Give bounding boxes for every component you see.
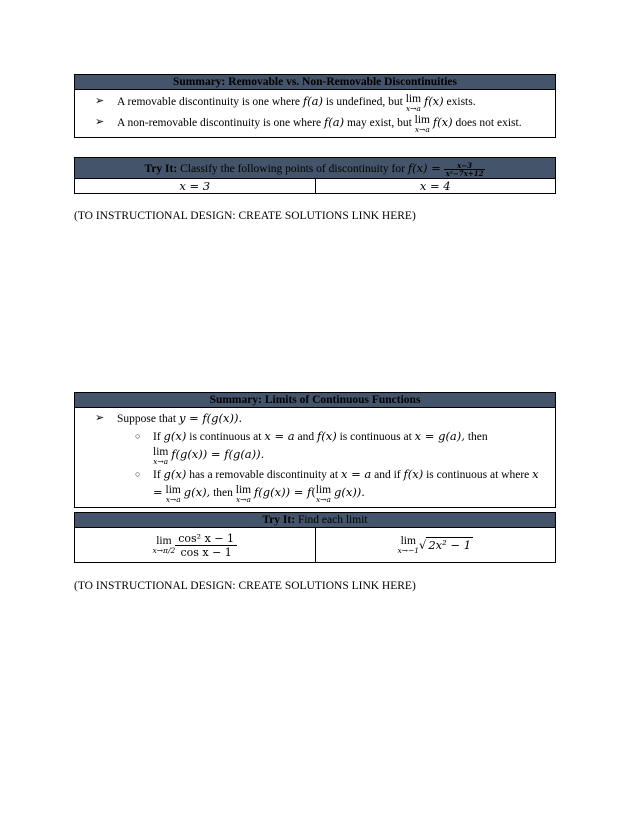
fraction: $\frac{x-3}{\text{x²−7x+12}}$ (445, 161, 484, 178)
bullet-non-removable: ➢ A non-removable discontinuity is one where f(a) may exist, but lim x→a f(x) does not exist. (95, 114, 522, 134)
limit-expression: lim x→π/2 (152, 534, 176, 555)
summary-removable-body (75, 90, 555, 137)
sub-bullet-continuous: ○ If g(x) is continuous at x = a and f(x) is continuous at x = g(a), then lim x→a f(g(x)) = f(g(a)). (135, 429, 488, 466)
solutions-note-1: (TO INSTRUCTIONAL DESIGN: CREATE SOLUTIONS LINK HERE) (74, 210, 416, 222)
classify-points-row (75, 179, 555, 193)
arrow-bullet-icon: ➢ (95, 412, 105, 424)
limit-expression: lim x→a (315, 484, 332, 504)
circle-bullet-icon: ○ (135, 469, 141, 479)
try-it-limits-header: Try It: Find each limit (75, 513, 555, 528)
bullet-removable: ➢ A removable discontinuity is one where f(a) is undefined, but lim x→a f(x) exists. (95, 93, 476, 113)
try-it-classify-box (74, 157, 556, 194)
solutions-note-2: (TO INSTRUCTIONAL DESIGN: CREATE SOLUTIONS LINK HERE) (74, 580, 416, 592)
arrow-bullet-icon: ➢ (95, 116, 105, 128)
limit-expression: lim x→−1 (397, 534, 420, 555)
bullet-suppose: ➢ Suppose that y = f(g(x)). (95, 411, 243, 425)
fraction: cos² x − 1 cos x − 1 (175, 532, 237, 559)
limit-problem-2 (315, 528, 556, 562)
limit-expression: lim x→a (153, 446, 169, 466)
summary-limits-body (75, 408, 555, 507)
arrow-bullet-icon: ➢ (95, 95, 105, 107)
square-root: √ 2x² − 1 (419, 538, 472, 552)
limit-expression: lim x→a (405, 93, 422, 113)
limit-problem-1 (75, 528, 315, 562)
limits-row (75, 528, 555, 562)
limit-expression: lim x→a (414, 114, 430, 134)
sub-bullet-removable: ○ If g(x) has a removable discontinuity at x = a and if f(x) is continuous at where x = lim x→a g(x), then lim x→a f(g(x)) = f( lim x→a g(x)). (135, 467, 539, 504)
summary-removable-header: Summary: Removable vs. Non-Removable Discontinuities (75, 75, 555, 90)
try-it-classify-header: Try It: Classify the following points of discontinuity for f(x) = $\frac{x-3}{\text{x²−7x+12}}$ (75, 158, 555, 179)
point-cell-1: x = 3 (179, 179, 211, 193)
limit-expression: lim x→a (235, 484, 252, 504)
summary-limits-header: Summary: Limits of Continuous Functions (75, 393, 555, 408)
summary-removable-box (74, 74, 556, 138)
try-it-limits-box (74, 512, 556, 563)
summary-limits-box (74, 392, 556, 508)
limit-expression: lim x→a (165, 484, 181, 504)
circle-bullet-icon: ○ (135, 431, 141, 441)
point-cell-2: x = 4 (315, 179, 556, 193)
